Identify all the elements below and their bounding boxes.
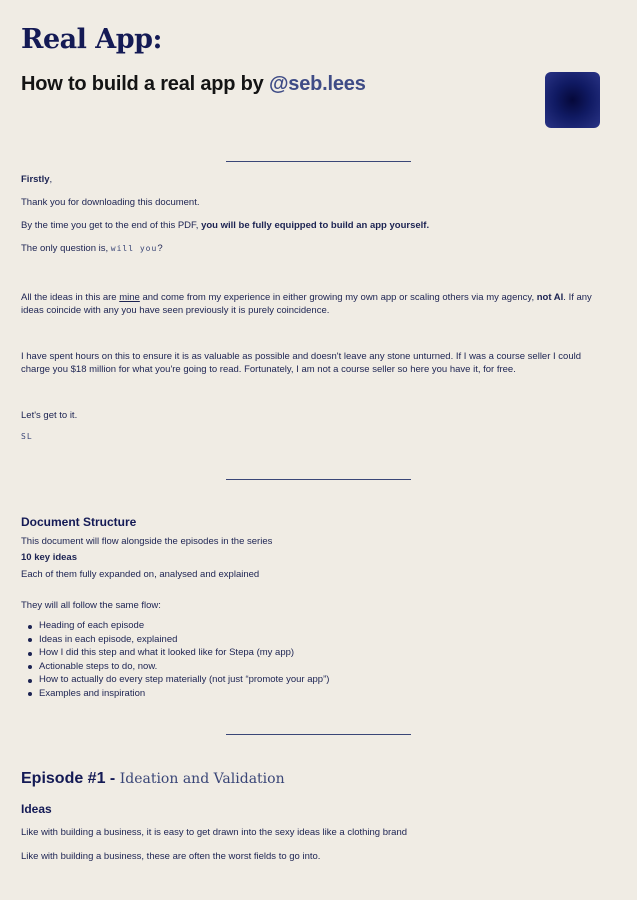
list-item: Actionable steps to do, now. (21, 660, 329, 674)
question-prefix: The only question is, (21, 243, 111, 254)
equipped-bold: you will be fully equipped to build an app yourself. (201, 220, 430, 231)
thanks-text: Thank you for downloading this document. (21, 197, 200, 208)
structure-key-ideas: 10 key ideas (21, 552, 77, 563)
list-item: How I did this step and what it looked like for Stepa (my app) (21, 646, 329, 660)
list-item: How to actually do every step materially (not just “promote your app”) (21, 673, 329, 687)
section-divider (226, 734, 411, 735)
ideas-heading: Ideas (21, 802, 52, 816)
structure-heading: Document Structure (21, 515, 137, 529)
list-item: Examples and inspiration (21, 687, 329, 701)
ideas-text-2: and come from my experience in either growing my own app or scaling others via my agency, (139, 292, 537, 303)
episode-line-1: Like with building a business, it is easy to get drawn into the sexy ideas like a clothing brand (21, 827, 408, 838)
episode-line-2: Like with building a business, these are often the worst fields to go into. (21, 851, 321, 862)
firstly-text: Firstly (21, 174, 50, 185)
question-suffix: ? (157, 243, 163, 254)
section-divider (226, 479, 411, 480)
title-prefix: How to build a real app by (21, 73, 269, 95)
ideas-mine: mine (119, 292, 140, 303)
structure-flow-text: This document will flow alongside the episodes in the series (21, 536, 273, 547)
episode-title (21, 770, 285, 788)
section-divider (226, 161, 411, 162)
lets-go-text: Let's get to it. (21, 410, 78, 421)
hours-paragraph: I have spent hours on this to ensure it is as valuable as possible and doesn't leave any stone unturned. If I was a course seller I could charge you $18 million for what you're going to read. Fortunately, I am not a course seller so here you have it, for free. (21, 351, 582, 375)
list-item: Heading of each episode (21, 619, 329, 633)
episode-number: Episode #1 - (21, 770, 120, 787)
list-item: Ideas in each episode, explained (21, 633, 329, 647)
author-handle[interactable]: @seb.lees (268, 73, 366, 95)
signature: SL (21, 432, 33, 441)
firstly-comma: , (49, 174, 53, 185)
equipped-prefix: By the time you get to the end of this PDF, (21, 220, 202, 231)
structure-flow-list (21, 619, 329, 700)
equipped-line (21, 220, 429, 231)
firstly-line (21, 174, 52, 185)
ideas-paragraph (21, 291, 606, 317)
structure-expanded: Each of them fully expanded on, analysed and explained (21, 569, 260, 580)
question-handwritten: will you (110, 244, 158, 253)
ideas-text-1: All the ideas in this are (21, 292, 120, 303)
brand-title: Real App: (21, 24, 162, 55)
author-avatar (545, 72, 600, 128)
question-line (21, 243, 163, 254)
document-title (21, 73, 366, 96)
ideas-not-ai: not AI (536, 292, 564, 303)
structure-same-flow: They will all follow the same flow: (21, 600, 161, 611)
ideas-text-3: . If any ideas coincide with any you have seen previously it is purely coincidence. (21, 292, 592, 316)
episode-subtitle: Ideation and Validation (119, 771, 285, 787)
